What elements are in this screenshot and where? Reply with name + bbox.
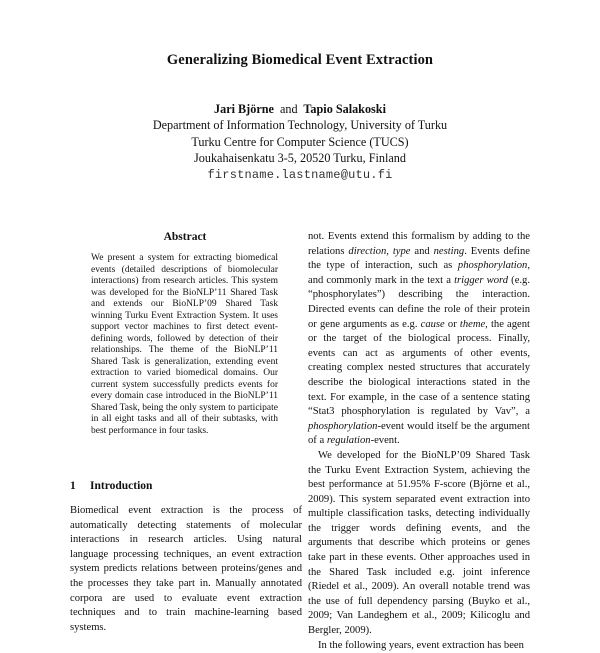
emphasis-term: phosphorylation — [457, 260, 528, 272]
section-number: 1 — [70, 480, 76, 492]
author-connector: and — [279, 102, 298, 116]
emphasis-term: direction — [348, 245, 387, 257]
body-paragraph: In the following years, event extraction has been — [318, 639, 524, 651]
section-heading-introduction — [70, 480, 300, 492]
emphasis-term: theme — [459, 318, 486, 330]
abstract-paragraph: We present a system for extracting biomedical events (detailed descriptions of biomolecular interactions) from research articles. This system was developed for the BioNLP’11 Shared Task and extends our BioNLP’09 Shared Task winning Turku Event Extraction System. It uses support vector machines to first detect event-defining words, followed by detection of their relationships. The theme of the BioNLP’11 Shared Task is generalization, extending event extraction to varied biomedical domains. Our current system successfully predicts events for every domain case introduced in the BioNLP’11 Shared Task, being the only system to participate in all eight tasks and all of their subtasks, with best performance in four tasks. — [91, 253, 278, 436]
affiliation-department: Department of Information Technology, University of Turku — [152, 118, 448, 133]
affiliation-centre: Turku Centre for Computer Science (TUCS) — [191, 134, 409, 149]
body-paragraph: not. Events extend this formalism by adding to the relations direction, type and nesting. Events define the type of interaction, such as phosphorylation, and commonly mark in the text a trigger word (e.g. “phosphorylates”) describing the interaction. Directed events can define the role of their protein or gene arguments as e.g. cause or theme, the agent or the target of the biological process. Finally, events can act as arguments of other events, creating complex nested structures that accurately describe the biological interactions stated in the text. For example, in the case of a sentence stating “Stat3 phosphorylation is regulated by Vav”, a phosphorylation-event would itself be the argument of a regulation-event. — [308, 231, 530, 447]
emphasis-term: regulation — [326, 435, 371, 447]
author-line — [0, 101, 600, 117]
section-title: Introduction — [90, 480, 153, 492]
introduction-paragraph: Biomedical event extraction is the process of automatically detecting statements of molecular interactions in research articles. Using natural language processing techniques, an event extraction system predicts relations between proteins/genes and the processes they take part in. Manually annotated corpora are used to evaluate event extraction techniques and to train machine-learning based systems. — [70, 505, 302, 633]
introduction-text — [70, 504, 302, 633]
emphasis-term: nesting — [433, 245, 465, 257]
author-name: Tapio Salakoski — [303, 102, 386, 116]
emphasis-term: phosphorylation — [308, 420, 378, 432]
paper-title: Generalizing Biomedical Event Extraction — [166, 52, 434, 68]
emphasis-term: type — [392, 245, 411, 257]
emphasis-term: trigger word — [454, 274, 509, 286]
body-paragraph: We developed for the BioNLP’09 Shared Task the Turku Event Extraction System, achieving the best performance at 51.95% F-score (Björne et al., 2009). This system separated event extraction into multiple classification tasks, detecting individually the trigger words defining events, and the arguments that describe which proteins or genes take part in these events. Other approaches used in the Shared Task included e.g. joint inference (Riedel et al., 2009). An overall notable trend was the use of full dependency parsing (Buyko et al., 2009; Van Landeghem et al., 2009; Kilicoglu and Bergler, 2009). — [308, 449, 530, 637]
right-column — [308, 230, 530, 651]
abstract-text — [91, 253, 278, 437]
emphasis-term: cause — [420, 318, 445, 330]
author-block — [0, 101, 600, 183]
affiliation-address: Joukahaisenkatu 3-5, 20520 Turku, Finland — [194, 151, 406, 166]
author-email: firstname.lastname@utu.fi — [207, 167, 393, 182]
author-name: Jari Björne — [214, 102, 274, 116]
abstract-heading: Abstract — [163, 231, 207, 243]
